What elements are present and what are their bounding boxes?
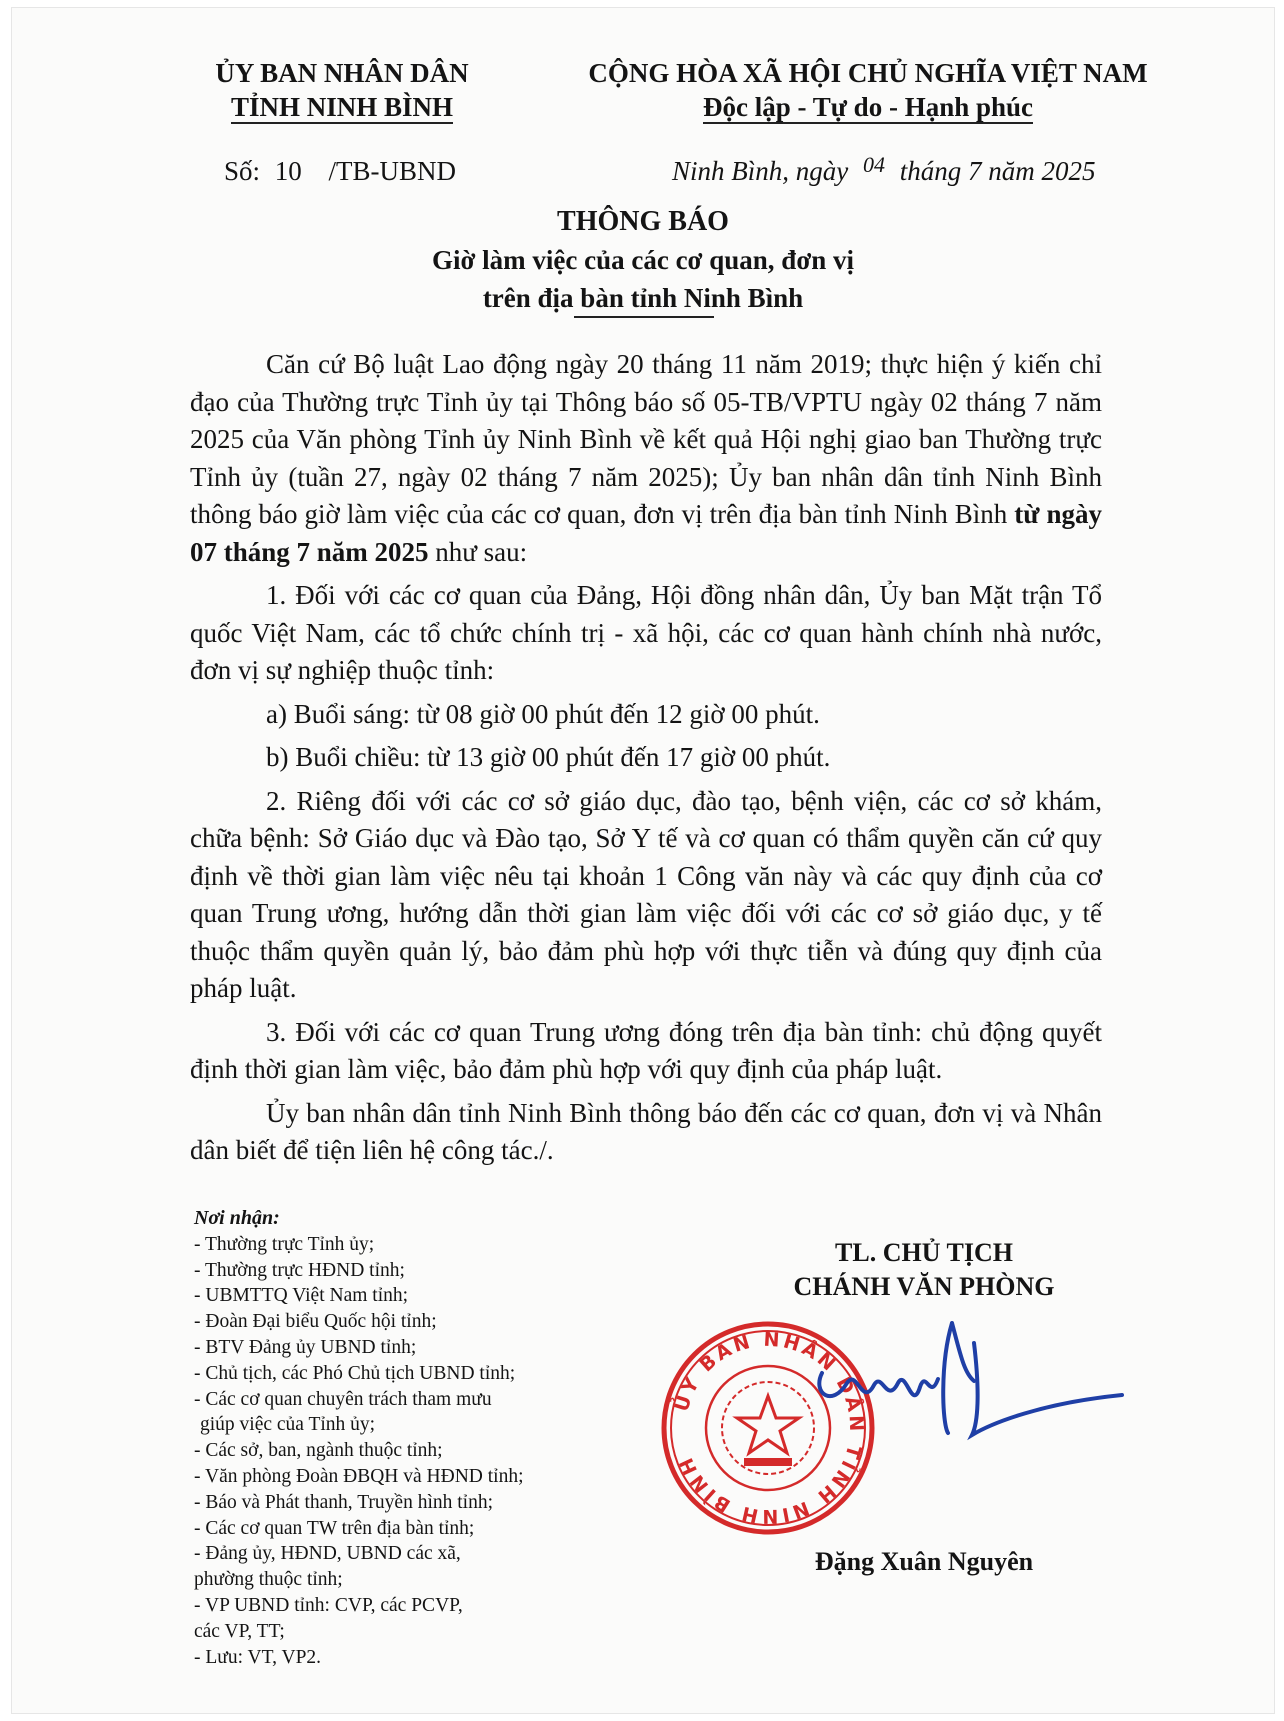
document-body [190,346,1102,1170]
recipient-line: - Đoàn Đại biểu Quốc hội tỉnh; [194,1311,437,1333]
intro-text: Căn cứ Bộ luật Lao động ngày 20 tháng 11 năm 2019; thực hiện ý kiến chỉ đạo của Thường trực Tỉnh ủy tại Thông báo số 05-TB/VPTU ngày 02 tháng 7 năm 2025 của Văn phòng Tỉnh ủy Ninh Bình về kết quả Hội nghị giao ban Thường trực Tỉnh ủy (tuần 27, ngày 02 tháng 7 năm 2025); Ủy ban nhân dân tỉnh Ninh Bình thông báo giờ làm việc của các cơ quan, đơn vị trên địa bàn tỉnh Ninh Bình [190,349,1102,529]
national-motto-text: Độc lập - Tự do - Hạnh phúc [702,92,1034,122]
recipient-line: - Lưu: VT, VP2. [194,1646,322,1668]
handwritten-signature [802,1313,1132,1453]
document-number [224,156,456,187]
recipients-heading: Nơi nhận: [194,1207,280,1229]
signer-name: Đặng Xuân Nguyên [814,1547,1034,1576]
national-title: CỘNG HÒA XÃ HỘI CHỦ NGHĨA VIỆT NAM [588,58,1148,88]
intro-effective-date: từ ngày 07 tháng 7 năm 2025 [190,499,1103,567]
issuer-line1: ỦY BAN NHÂN DÂN [215,58,469,88]
recipient-line: - Các sở, ban, ngành thuộc tỉnh; [194,1440,443,1462]
intro-end: như sau: [435,536,528,567]
recipient-line: - Các cơ quan TW trên địa bàn tỉnh; [194,1517,475,1539]
recipient-line: - Thường trực HĐND tỉnh; [194,1259,405,1281]
national-header [568,56,1168,124]
signer-role [724,1236,1124,1304]
number-value: 10 [274,156,302,186]
document-subtitle [12,241,1274,317]
issuer-line2-text: TỈNH NINH BÌNH [230,92,454,122]
recipient-line: - Báo và Phát thanh, Truyền hình tỉnh; [194,1491,493,1513]
signer-role-line2: CHÁNH VĂN PHÒNG [793,1272,1055,1301]
recipient-line: - UBMTTQ Việt Nam tỉnh; [194,1285,409,1307]
number-suffix: /TB-UBND [328,156,457,186]
document-title: THÔNG BÁO [557,206,729,237]
recipients-block [194,1206,523,1670]
item-1: 1. Đối với các cơ quan của Đảng, Hội đồng nhân dân, Ủy ban Mặt trận Tổ quốc Việt Nam, các tổ chức chính trị - xã hội, các cơ quan hành chính nhà nước, đơn vị sự nghiệp thuộc tỉnh: [190,580,1102,685]
national-motto [568,90,1168,124]
seal-text: ỦY BAN NHÂN DÂN TỈNH NINH BÌNH [670,1328,868,1528]
number-label: Số: [224,156,261,186]
document-date [672,152,1096,187]
recipient-line: giúp việc của Tỉnh ủy; [200,1414,376,1436]
recipient-line: - Văn phòng Đoàn ĐBQH và HĐND tỉnh; [194,1465,524,1487]
date-suffix: tháng 7 năm 2025 [899,156,1096,186]
recipient-line: - Các cơ quan chuyên trách tham mưu [194,1388,492,1410]
date-day: 04 [863,152,885,177]
item-2: 2. Riêng đối với các cơ sở giáo dục, đào tạo, bệnh viện, các cơ sở khám, chữa bệnh: Sở Giáo dục và Đào tạo, Sở Y tế và cơ quan có thẩm quyền căn cứ quy định về thời gian làm việc nêu tại khoản 1 Công văn này và các quy định của cơ quan Trung ương, hướng dẫn thời gian làm việc đối với các cơ sở giáo dục, y tế thuộc thẩm quyền quản lý, bảo đảm phù hợp với thực tiễn và đúng quy định của pháp luật. [190,785,1102,1003]
date-prefix: Ninh Bình, ngày [672,156,849,186]
issuer-header [192,56,492,124]
intro-paragraph [190,346,1102,571]
document-page [12,8,1274,1713]
item-1b: b) Buổi chiều: từ 13 giờ 00 phút đến 17 giờ 00 phút. [266,742,831,772]
recipient-line: các VP, TT; [194,1620,285,1642]
item-3: 3. Đối với các cơ quan Trung ương đóng trên địa bàn tỉnh: chủ động quyết định thời gian làm việc, bảo đảm phù hợp với quy định của pháp luật. [190,1016,1102,1084]
item-1a: a) Buổi sáng: từ 08 giờ 00 phút đến 12 giờ 00 phút. [266,698,820,729]
closing-paragraph: Ủy ban nhân dân tỉnh Ninh Bình thông báo đến các cơ quan, đơn vị và Nhân dân biết để tiện liên hệ công tác./. [190,1097,1102,1165]
title-underline [574,316,714,318]
subtitle-line2: trên địa bàn tỉnh Ninh Bình [482,283,804,313]
signer-role-line1: TL. CHỦ TỊCH [835,1238,1013,1267]
issuer-line2 [192,90,492,124]
recipient-line: phường thuộc tỉnh; [194,1569,343,1591]
recipient-line: - BTV Đảng ủy UBND tỉnh; [194,1336,417,1358]
recipient-line: - VP UBND tỉnh: CVP, các PCVP, [194,1594,463,1616]
subtitle-line1: Giờ làm việc của các cơ quan, đơn vị [431,245,855,275]
recipient-line: - Đảng ủy, HĐND, UBND các xã, [194,1543,461,1565]
recipient-line: - Chủ tịch, các Phó Chủ tịch UBND tỉnh; [194,1362,516,1384]
recipient-line: - Thường trực Tỉnh ủy; [194,1233,375,1255]
